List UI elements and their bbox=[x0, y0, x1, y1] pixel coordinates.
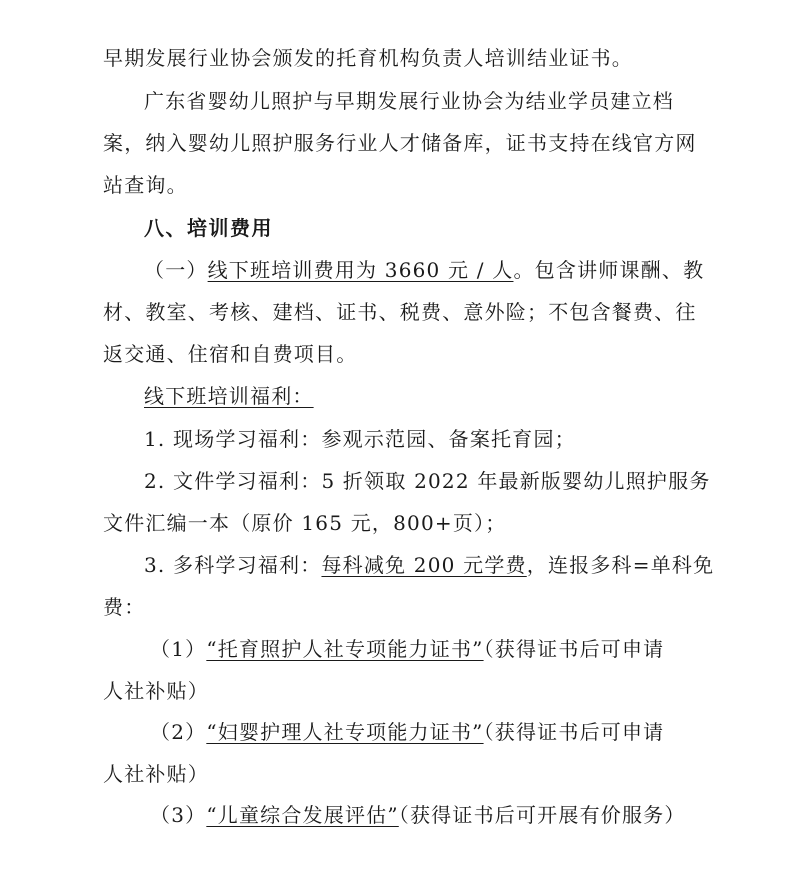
benefit-3-prefix: 3. 多科学习福利： bbox=[144, 553, 322, 577]
archive-paragraph-line-2: 案，纳入婴幼儿照护服务行业人才储备库，证书支持在线官方网 bbox=[103, 131, 697, 155]
benefits-title bbox=[144, 382, 744, 410]
benefit-3-line-1 bbox=[144, 551, 744, 579]
benefits-title-text: 线下班培训福利： bbox=[144, 384, 314, 408]
item-3-prefix: （3） bbox=[150, 803, 207, 827]
archive-paragraph-line-3: 站查询。 bbox=[103, 173, 188, 197]
item-3-line-1 bbox=[150, 801, 750, 829]
fee-amount-underlined: 线下班培训费用为 3660 元 / 人 bbox=[207, 258, 514, 282]
benefit-3-rest: ，连报多科=单科免 bbox=[526, 553, 715, 577]
section-heading-fees: 八、培训费用 bbox=[144, 216, 273, 240]
item-3-rest: （获得证书后可开展有价服务） bbox=[398, 803, 686, 827]
fee-includes-text: 。包含讲师课酬、教 bbox=[513, 258, 705, 282]
item-2-line-1 bbox=[150, 718, 750, 746]
benefit-1: 1. 现场学习福利：参观示范园、备案托育园； bbox=[144, 427, 576, 451]
item-2-rest: （获得证书后可申请 bbox=[483, 720, 665, 744]
fee-paragraph-line-3: 返交通、住宿和自费项目。 bbox=[103, 342, 358, 366]
fee-prefix: （一） bbox=[144, 258, 208, 282]
archive-paragraph-line-1: 广东省婴幼儿照护与早期发展行业协会为结业学员建立档 bbox=[144, 89, 674, 113]
item-2-cert-underlined: “妇婴护理人社专项能力证书” bbox=[206, 720, 484, 744]
cert-paragraph-tail: 早期发展行业协会颁发的托育机构负责人培训结业证书。 bbox=[103, 46, 633, 70]
benefit-2-line-2: 文件汇编一本（原价 165 元，800+页）； bbox=[103, 511, 507, 535]
benefit-3-line-2: 费： bbox=[103, 595, 146, 619]
fee-paragraph-line-1 bbox=[144, 256, 744, 284]
item-1-prefix: （1） bbox=[150, 637, 207, 661]
fee-paragraph-line-2: 材、教室、考核、建档、证书、税费、意外险；不包含餐费、往 bbox=[103, 300, 697, 324]
item-3-cert-underlined: “儿童综合发展评估” bbox=[206, 803, 399, 827]
benefit-2-line-1: 2. 文件学习福利：5 折领取 2022 年最新版婴幼儿照护服务 bbox=[144, 469, 711, 493]
item-1-line-2: 人社补贴） bbox=[103, 679, 209, 703]
item-2-line-2: 人社补贴） bbox=[103, 762, 209, 786]
benefit-3-discount-underlined: 每科减免 200 元学费 bbox=[321, 553, 527, 577]
item-2-prefix: （2） bbox=[150, 720, 207, 744]
item-1-line-1 bbox=[150, 635, 750, 663]
item-1-cert-underlined: “托育照护人社专项能力证书” bbox=[206, 637, 484, 661]
item-1-rest: （获得证书后可申请 bbox=[483, 637, 665, 661]
